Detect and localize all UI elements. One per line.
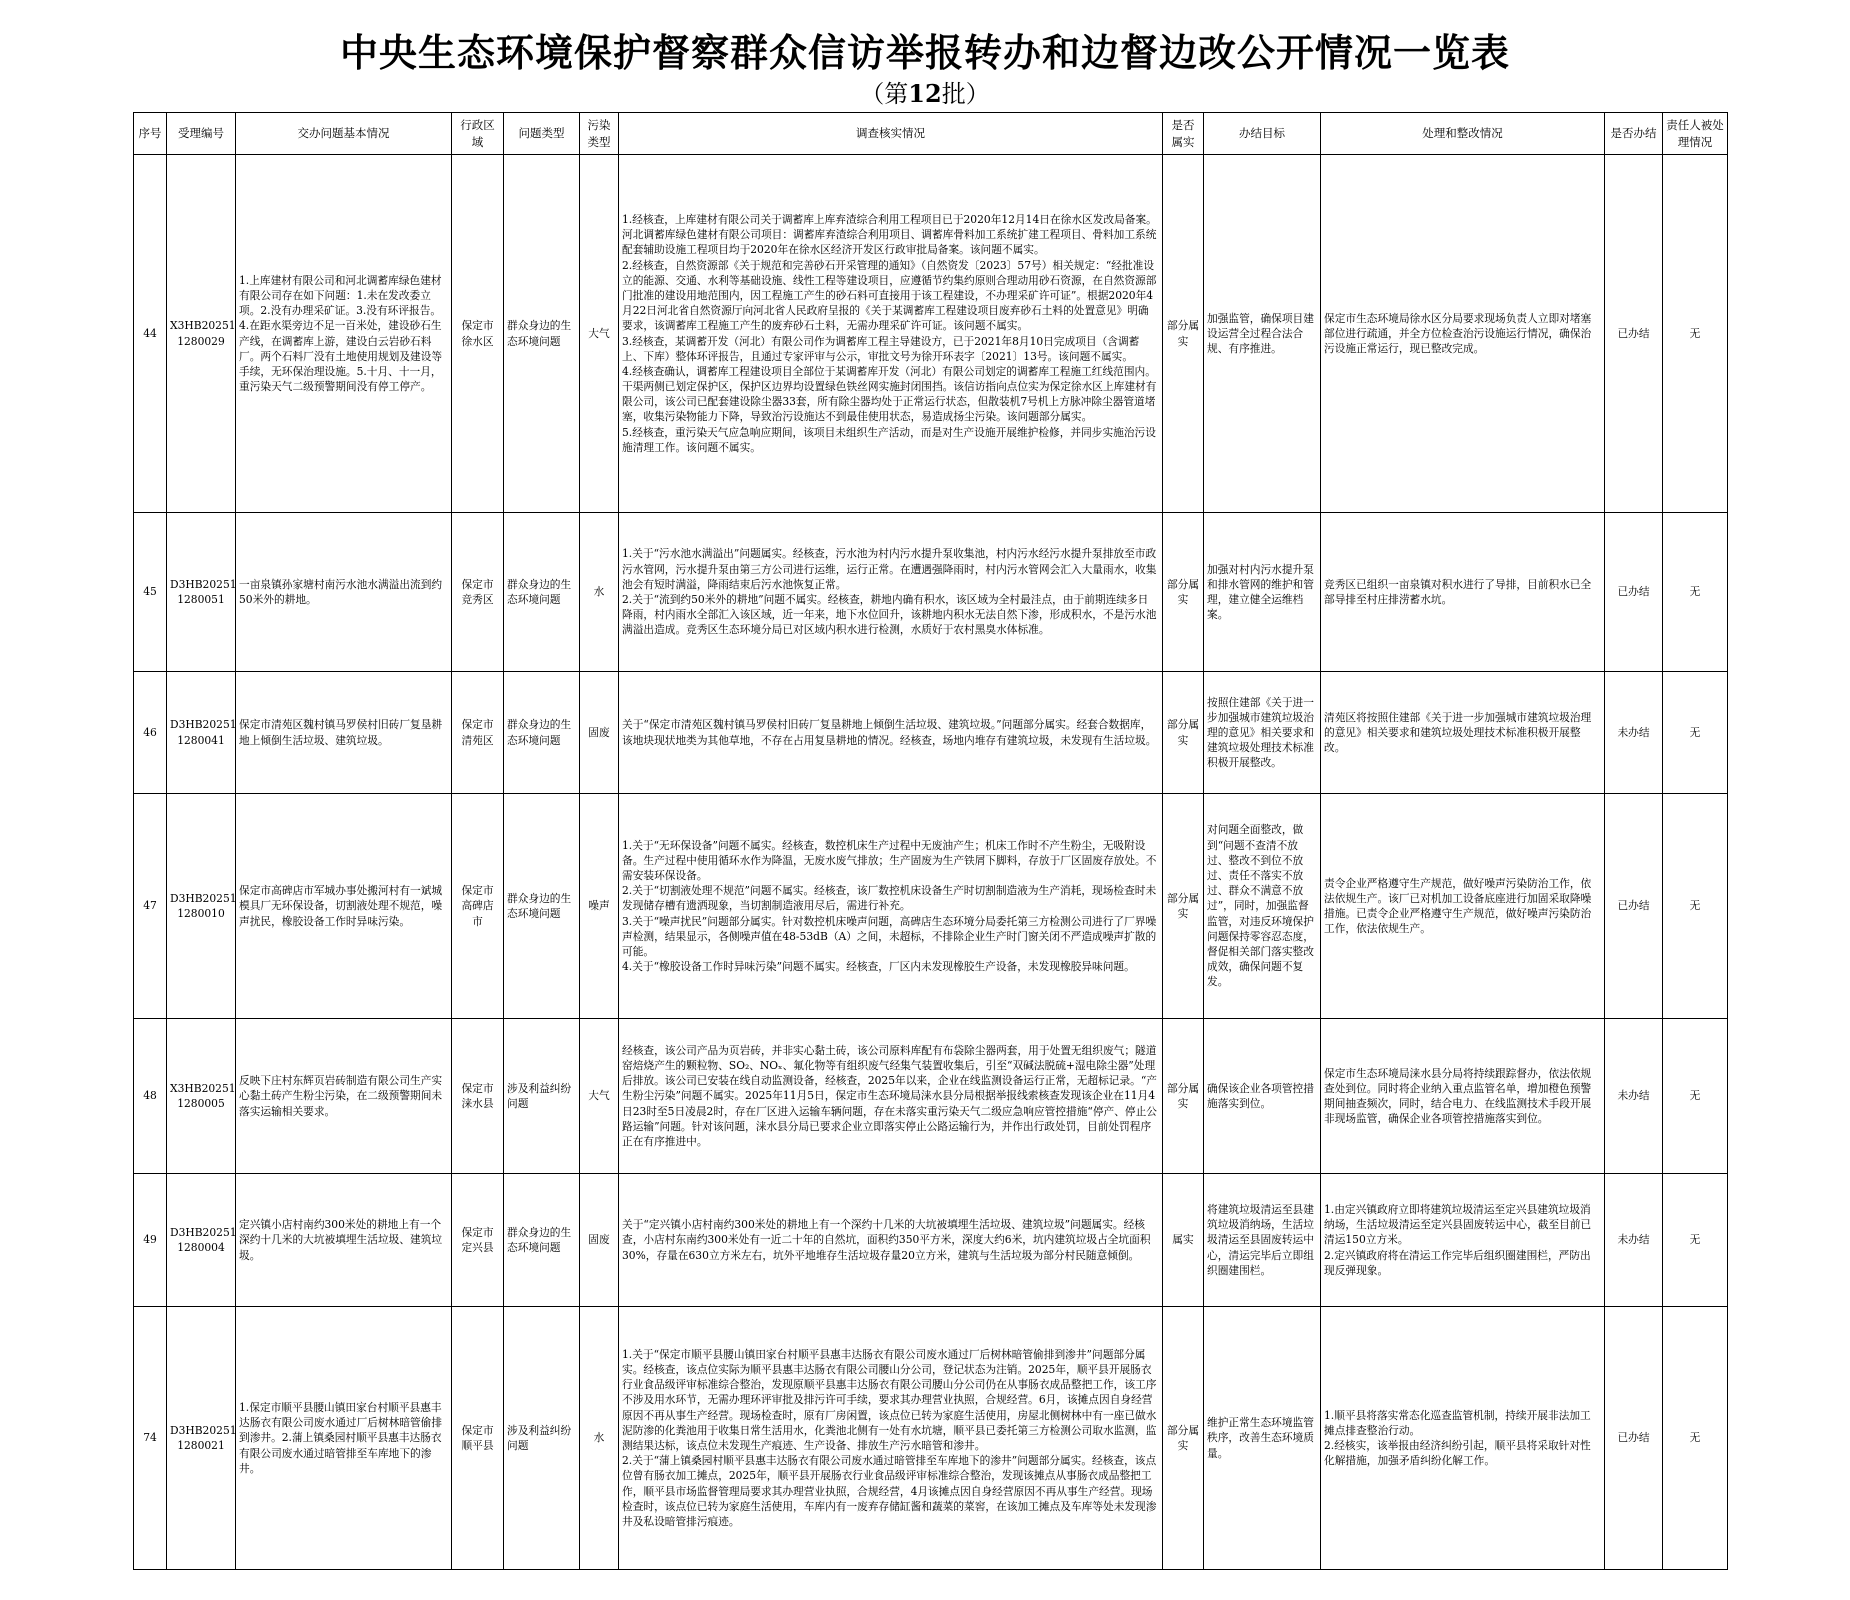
header-region: 行政区域: [452, 113, 504, 155]
cell-no: 44: [134, 155, 167, 513]
cell-punish: 无: [1663, 1307, 1728, 1570]
cell-code: D3HB20251 1280041: [167, 672, 236, 794]
cell-investigation: 1.关于“污水池水满溢出”问题属实。经核查，污水池为村内污水提升泵收集池，村内污水经污水提升泵排放至市政污水管网，污水提升泵由第三方公司进行运维，运行正常。在遭遇强降雨时，村内污水管网会汇入大量雨水，收集池会有短时满溢，降雨结束后污水池恢复正常。 2.关于“流到约50米外的耕地”问题不属实。经核查，耕地内确有积水，该区域为全村最洼点，由于前期连续多日降雨，村内雨水全部汇入该区域，近一年来，地下水位回升，该耕地内积水无法自然下渗，形成积水，不是污水池满溢出造成。竞秀区生态环境分局已对区域内积水进行检测，水质好于农村黑臭水体标准。: [619, 513, 1163, 672]
cell-done: 已办结: [1605, 1307, 1663, 1570]
cell-region: 保定市 定兴县: [452, 1174, 504, 1307]
cell-investigation: 1.关于“保定市顺平县腰山镇田家台村顺平县惠丰达肠衣有限公司废水通过厂后树林暗管偷排到渗井”问题部分属实。经核查，该点位实际为顺平县惠丰达肠衣有限公司腰山分公司，登记状态为注销。2025年，顺平县开展肠衣行业食品级评审标准综合整治，发现原顺平县惠丰达肠衣有限公司腰山分公司仍在从事肠衣成品整把工作，该工序不涉及用水环节，无需办理环评审批及排污许可手续，要求其办理营业执照，合规经营。6月，该摊点因自身经营原因不再从事生产经营。现场检查时，原有厂房闲置，该点位已转为家庭生活使用，房屋北侧树林中有一座已做水泥防渗的化粪池用于收集日常生活用水，化粪池北侧有一处有水坑塘，顺平县已委托第三方检测公司取水监测，监测结果达标，该点位未发现生产痕迹、生产设备、排放生产污水暗管和渗井。 2.关于“蒲上镇桑园村顺平县惠丰达肠衣有限公司废水通过暗管排至车库地下的渗井”问题部分属实。经核查，该点位曾有肠衣加工摊点，2025年，顺平县开展肠衣行业食品级评审标准综合整治，发现该摊点从事肠衣成品整把工作，顺平县市场监督管理局要求其办理营业执照，合规经营，4月该摊点因自身经营原因不再从事生产经营。现场检查时，该点位已转为家庭生活使用，车库内有一废弃存储缸酱和蔬菜的菜窖，在该加工摊点及车库等处未发现渗井及私设暗管排污痕迹。: [619, 1307, 1163, 1570]
cell-basic: 保定市高碑店市军城办事处搬河村有一斌城模具厂无环保设备，切割液处理不规范，噪声扰民，橡胶设备工作时异味污染。: [236, 794, 452, 1019]
cell-pollution: 噪声: [580, 794, 619, 1019]
table-row: [134, 513, 1728, 672]
cell-pollution: 固废: [580, 672, 619, 794]
cell-goal: 对问题全面整改，做到“问题不查清不放过、整改不到位不放过、责任不落实不放过、群众不满意不放过”，同时，加强监督监管，对违反环境保护问题保持零容忍态度，督促相关部门落实整改成效，确保问题不复发。: [1204, 794, 1321, 1019]
table-row: [134, 155, 1728, 513]
cell-region: 保定市 涞水县: [452, 1019, 504, 1174]
cell-no: 46: [134, 672, 167, 794]
cell-no: 47: [134, 794, 167, 1019]
header-type: 问题类型: [504, 113, 580, 155]
header-investigation: 调查核实情况: [619, 113, 1163, 155]
header-no: 序号: [134, 113, 167, 155]
cell-pollution: 大气: [580, 155, 619, 513]
cell-punish: 无: [1663, 794, 1728, 1019]
cell-pollution: 水: [580, 513, 619, 672]
cell-type: 涉及利益纠纷问题: [504, 1019, 580, 1174]
cell-type: 群众身边的生态环境问题: [504, 794, 580, 1019]
cell-no: 48: [134, 1019, 167, 1174]
cell-done: 已办结: [1605, 794, 1663, 1019]
cell-code: D3HB20251 1280010: [167, 794, 236, 1019]
cell-no: 45: [134, 513, 167, 672]
subtitle-prefix: （第: [860, 80, 909, 108]
cell-basic: 1.上库建材有限公司和河北调蓄库绿色建材有限公司存在如下问题：1.未在发改委立项。2.没有办理采矿证。3.没有环评报告。4.在距水渠旁边不足一百米处，建设砂石生产线，在调蓄库上游，建设白云岩砂石料厂。两个石料厂没有土地使用规划及建设等手续，无环保治理设施。5.十月、十一月，重污染天气二级预警期间没有停工停产。: [236, 155, 452, 513]
cell-goal: 按照住建部《关于进一步加强城市建筑垃圾治理的意见》相关要求和建筑垃圾处理技术标准积极开展整改。: [1204, 672, 1321, 794]
table-row: [134, 672, 1728, 794]
cell-pollution: 大气: [580, 1019, 619, 1174]
cell-basic: 一亩泉镇孙家塘村南污水池水满溢出流到约50米外的耕地。: [236, 513, 452, 672]
cell-handling: 责令企业严格遵守生产规范，做好噪声污染防治工作，依法依规生产。该厂已对机加工设备底座进行加固采取降噪措施。已责令企业严格遵守生产规范，做好噪声污染防治工作，依法依规生产。: [1321, 794, 1605, 1019]
cell-basic: 1.保定市顺平县腰山镇田家台村顺平县惠丰达肠衣有限公司废水通过厂后树林暗管偷排到渗井。2.蒲上镇桑园村顺平县惠丰达肠衣有限公司废水通过暗管排至车库地下的渗井。: [236, 1307, 452, 1570]
cell-region: 保定市 高碑店 市: [452, 794, 504, 1019]
cell-basic: 反映下庄村东辉页岩砖制造有限公司生产实心黏土砖产生粉尘污染，在二级预警期间未落实运输相关要求。: [236, 1019, 452, 1174]
cell-goal: 将建筑垃圾清运至县建筑垃圾消纳场，生活垃圾清运至县固废转运中心，清运完毕后立即组织圈建围栏。: [1204, 1174, 1321, 1307]
cell-basic: 定兴镇小店村南约300米处的耕地上有一个深约十几米的大坑被填埋生活垃圾、建筑垃圾。: [236, 1174, 452, 1307]
header-handling: 处理和整改情况: [1321, 113, 1605, 155]
cell-handling: 竞秀区已组织一亩泉镇对积水进行了导排，目前积水已全部导排至村庄排涝蓄水坑。: [1321, 513, 1605, 672]
cell-true: 部分属实: [1163, 1019, 1204, 1174]
cell-code: X3HB20251 1280029: [167, 155, 236, 513]
header-done: 是否办结: [1605, 113, 1663, 155]
cell-done: 已办结: [1605, 513, 1663, 672]
cell-goal: 加强对村内污水提升泵和排水管网的维护和管理，建立健全运维档案。: [1204, 513, 1321, 672]
cell-region: 保定市 顺平县: [452, 1307, 504, 1570]
cell-punish: 无: [1663, 672, 1728, 794]
cell-handling: 清苑区将按照住建部《关于进一步加强城市建筑垃圾治理的意见》相关要求和建筑垃圾处理技术标准积极开展整改。: [1321, 672, 1605, 794]
cell-true: 部分属实: [1163, 513, 1204, 672]
cell-region: 保定市 竞秀区: [452, 513, 504, 672]
header-row: [134, 113, 1728, 155]
cell-no: 74: [134, 1307, 167, 1570]
cell-done: 已办结: [1605, 155, 1663, 513]
cell-investigation: 1.经核查，上库建材有限公司关于调蓄库上库弃渣综合利用工程项目已于2020年12月14日在徐水区发改局备案。河北调蓄库绿色建材有限公司项目：调蓄库弃渣综合利用项目、调蓄库骨料加工系统扩建工程项目、骨料加工系统配套辅助设施工程项目均于2020年在徐水区经济开发区行政审批局备案。该问题不属实。 2.经核查，自然资源部《关于规范和完善砂石开采管理的通知》（自然资发〔2023〕57号）相关规定：“经批准设立的能源、交通、水利等基础设施、线性工程等建设项目，应遵循节约集约原则合理动用砂石资源，在自然资源部门批准的建设用地范围内，因工程施工产生的砂石料可直接用于该工程建设，不办理采矿许可证”。根据2020年4月22日河北省自然资源厅向河北省人民政府呈报的《关于某调蓄库工程建设项目废弃砂石土料的处置意见》明确要求，该调蓄库工程施工产生的废弃砂石土料，无需办理采矿许可证。该问题不属实。 3.经核查，某调蓄开发（河北）有限公司作为调蓄库工程主导建设方，已于2021年8月10日完成项目（含调蓄上、下库）整体环评报告，且通过专家评审与公示，审批文号为徐开环表字〔2021〕13号。该问题不属实。 4.经核查确认，调蓄库工程建设项目全部位于某调蓄库开发（河北）有限公司划定的调蓄库工程施工红线范围内。干渠两侧已划定保护区，保护区边界均设置绿色铁丝网实施封闭围挡。该信访指向点位实为保定徐水区上库建材有限公司，该公司已配套建设除尘器33套，所有除尘器均处于正常运行状态，但散装机7号机上方脉冲除尘器管道堵塞，收集污染物能力下降，导致治污设施达不到最佳使用状态，易造成扬尘污染。该问题部分属实。 5.经核查，重污染天气应急响应期间，该项目未组织生产活动，而是对生产设施开展维护检修，并同步实施治污设施清理工作。该问题不属实。: [619, 155, 1163, 513]
cell-goal: 加强监管，确保项目建设运营全过程合法合规、有序推进。: [1204, 155, 1321, 513]
cell-investigation: 关于“保定市清苑区魏村镇马罗侯村旧砖厂复垦耕地上倾倒生活垃圾、建筑垃圾。”问题部分属实。经套合数据库，该地块现状地类为其他草地，不存在占用复垦耕地的情况。经核查，场地内堆存有建筑垃圾，未发现有生活垃圾。: [619, 672, 1163, 794]
table-row: [134, 1019, 1728, 1174]
cell-type: 群众身边的生态环境问题: [504, 513, 580, 672]
cell-done: 未办结: [1605, 1174, 1663, 1307]
cell-region: 保定市 清苑区: [452, 672, 504, 794]
table-row: [134, 794, 1728, 1019]
batch-subtitle: [0, 74, 1850, 109]
cell-type: 群众身边的生态环境问题: [504, 155, 580, 513]
cell-true: 部分属实: [1163, 1307, 1204, 1570]
header-true: 是否属实: [1163, 113, 1204, 155]
header-pollution: 污染类型: [580, 113, 619, 155]
cell-pollution: 水: [580, 1307, 619, 1570]
header-code: 受理编号: [167, 113, 236, 155]
cell-done: 未办结: [1605, 672, 1663, 794]
cell-punish: 无: [1663, 1174, 1728, 1307]
cell-true: 部分属实: [1163, 155, 1204, 513]
cell-true: 部分属实: [1163, 672, 1204, 794]
cell-done: 未办结: [1605, 1019, 1663, 1174]
cell-investigation: 经核查，该公司产品为页岩砖，并非实心黏土砖，该公司原料库配有布袋除尘器两套，用于处置无组织废气；隧道窑焙烧产生的颗粒物、SO₂、NOₓ、氟化物等有组织废气经集气装置收集后，引至“双碱法脱硫+湿电除尘器”处理后排放。该公司已安装在线自动监测设备，经核查，2025年以来，企业在线监测设备运行正常，无超标记录。“产生粉尘污染”问题不属实。2025年11月5日，保定市生态环境局涞水县分局根据举报线索核查发现该企业在11月4日23时至5日凌晨2时，存在厂区进入运输车辆问题，存在未落实重污染天气二级应急响应管控措施“停产、停止公路运输”问题。针对该问题，涞水县分局已要求企业立即落实停止公路运输行为，并作出行政处罚，目前处罚程序正在有序推进中。: [619, 1019, 1163, 1174]
cell-code: D3HB20251 1280004: [167, 1174, 236, 1307]
cell-investigation: 1.关于“无环保设备”问题不属实。经核查，数控机床生产过程中无废油产生；机床工作时不产生粉尘，无吸附设备。生产过程中使用循环水作为降温，无废水废气排放；生产固废为生产铁屑下脚料，存放于厂区固废存放处。不需安装环保设备。 2.关于“切割液处理不规范”问题不属实。经核查，该厂数控机床设备生产时切割制造液为生产消耗，现场检查时未发现储存槽有遗洒现象，当切割制造液用尽后，需进行补充。 3.关于“噪声扰民”问题部分属实。针对数控机床噪声问题，高碑店生态环境分局委托第三方检测公司进行了厂界噪声检测，结果显示，各侧噪声值在48-53dB（A）之间，未超标，不排除企业生产时门窗关闭不严造成噪声扩散的可能。 4.关于“橡胶设备工作时异味污染”问题不属实。经核查，厂区内未发现橡胶生产设备，未发现橡胶异味问题。: [619, 794, 1163, 1019]
cell-code: X3HB20251 1280005: [167, 1019, 236, 1174]
cell-pollution: 固废: [580, 1174, 619, 1307]
cell-true: 属实: [1163, 1174, 1204, 1307]
cell-handling: 保定市生态环境局徐水区分局要求现场负责人立即对堵塞部位进行疏通，并全方位检查治污设施运行情况，确保治污设施正常运行，现已整改完成。: [1321, 155, 1605, 513]
cell-goal: 确保该企业各项管控措施落实到位。: [1204, 1019, 1321, 1174]
cell-type: 群众身边的生态环境问题: [504, 672, 580, 794]
cell-handling: 1.顺平县将落实常态化巡查监管机制，持续开展非法加工摊点排查整治行动。 2.经核实，该举报由经济纠纷引起，顺平县将采取针对性化解措施，加强矛盾纠纷化解工作。: [1321, 1307, 1605, 1570]
cell-true: 部分属实: [1163, 794, 1204, 1019]
table-row: [134, 1307, 1728, 1570]
cell-goal: 维护正常生态环境监管秩序，改善生态环境质量。: [1204, 1307, 1321, 1570]
report-table: [133, 112, 1728, 1570]
cell-code: D3HB20251 1280021: [167, 1307, 236, 1570]
page-title: 中央生态环境保护督察群众信访举报转办和边督边改公开情况一览表: [339, 31, 1510, 75]
cell-punish: 无: [1663, 155, 1728, 513]
header-goal: 办结目标: [1204, 113, 1321, 155]
cell-punish: 无: [1663, 513, 1728, 672]
cell-handling: 1.由定兴镇政府立即将建筑垃圾清运至定兴县建筑垃圾消纳场，生活垃圾清运至定兴县固废转运中心，截至目前已清运150立方米。 2.定兴镇政府将在清运工作完毕后组织圈建围栏，严防出现反弹现象。: [1321, 1174, 1605, 1307]
cell-basic: 保定市清苑区魏村镇马罗侯村旧砖厂复垦耕地上倾倒生活垃圾、建筑垃圾。: [236, 672, 452, 794]
header-punish: 责任人被处理情况: [1663, 113, 1728, 155]
cell-punish: 无: [1663, 1019, 1728, 1174]
header-basic: 交办问题基本情况: [236, 113, 452, 155]
cell-handling: 保定市生态环境局涞水县分局将持续跟踪督办，依法依规查处到位。同时将企业纳入重点监管名单，增加橙色预警期间抽查频次，同时，结合电力、在线监测技术手段开展非现场监管，确保企业各项管控措施落实到位。: [1321, 1019, 1605, 1174]
cell-investigation: 关于“定兴镇小店村南约300米处的耕地上有一个深约十几米的大坑被填埋生活垃圾、建筑垃圾”问题属实。经核查，小店村东南约300米处有一近二十年的自然坑，面积约350平方米，深度大约6米，坑内建筑垃圾占全坑面积30%，存量在630立方米左右，坑外平地堆存生活垃圾存量20立方米，建筑与生活垃圾为部分村民随意倾倒。: [619, 1174, 1163, 1307]
subtitle-suffix: 批）: [941, 80, 990, 108]
cell-type: 群众身边的生态环境问题: [504, 1174, 580, 1307]
cell-type: 涉及利益纠纷问题: [504, 1307, 580, 1570]
batch-number: 12: [908, 79, 942, 108]
table-row: [134, 1174, 1728, 1307]
cell-no: 49: [134, 1174, 167, 1307]
cell-region: 保定市 徐水区: [452, 155, 504, 513]
cell-code: D3HB20251 1280051: [167, 513, 236, 672]
